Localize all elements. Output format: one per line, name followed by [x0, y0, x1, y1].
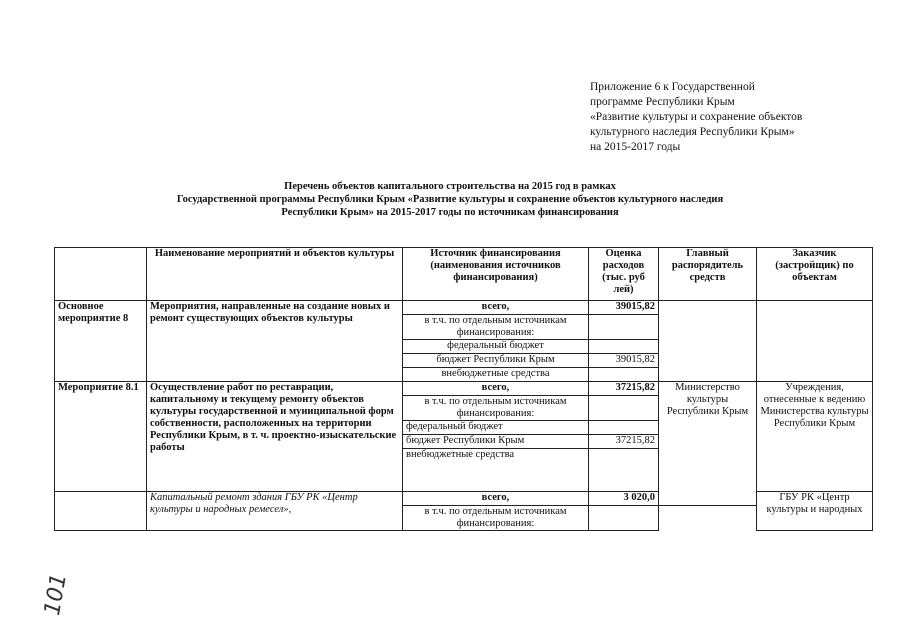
amount-cell: 39015,82	[589, 301, 659, 315]
appendix-line: на 2015-2017 годы	[590, 141, 681, 153]
appendix-line: программе Республики Крым	[590, 96, 735, 108]
amount-cell: 37215,82	[589, 382, 659, 396]
manager-cell	[659, 301, 757, 382]
capital-objects-table	[54, 247, 873, 531]
header-manager: Главный распорядитель средств	[659, 248, 757, 301]
appendix-line: «Развитие культуры и сохранение объектов	[590, 111, 803, 123]
title-line: Республики Крым» на 2015-2017 годы по источникам финансирования	[281, 207, 619, 218]
amount-cell: 3 020,0	[589, 492, 659, 506]
source-cell: внебюджетные средства	[403, 449, 589, 492]
handwritten-page-number: 101	[40, 571, 72, 618]
row-code	[55, 492, 147, 531]
amount-cell: 39015,82	[589, 354, 659, 368]
appendix-line: культурного наследия Республики Крым»	[590, 126, 795, 138]
header-code	[55, 248, 147, 301]
amount-cell	[589, 396, 659, 421]
amount-cell	[589, 506, 659, 531]
amount-cell: 37215,82	[589, 435, 659, 449]
appendix-note	[590, 80, 890, 155]
source-cell: федеральный бюджет	[403, 340, 589, 354]
table-row	[55, 382, 873, 396]
title-line: Перечень объектов капитального строительства на 2015 год в рамках	[284, 181, 616, 192]
header-source: Источник финансирования (наименования источников финансирования)	[403, 248, 589, 301]
amount-cell	[589, 449, 659, 492]
source-cell: бюджет Республики Крым	[403, 354, 589, 368]
customer-cell: Учреждения, отнесенные к ведению Министерства культуры Республики Крым	[757, 382, 873, 492]
document-title	[120, 180, 780, 219]
source-cell: бюджет Республики Крым	[403, 435, 589, 449]
row-name: Капитальный ремонт здания ГБУ РК «Центр культуры и народных ремесел»,	[147, 492, 403, 531]
source-cell: всего,	[403, 382, 589, 396]
row-code: Основное мероприятие 8	[55, 301, 147, 382]
row-name: Мероприятия, направленные на создание новых и ремонт существующих объектов культуры	[147, 301, 403, 382]
customer-cell: ГБУ РК «Центр культуры и народных	[757, 492, 873, 531]
source-cell: в т.ч. по отдельным источникам финансирования:	[403, 506, 589, 531]
source-cell: федеральный бюджет	[403, 421, 589, 435]
table-row	[55, 301, 873, 315]
title-line: Государственной программы Республики Крым «Развитие культуры и сохранение объектов культурного наследия	[176, 194, 724, 205]
header-name: Наименование мероприятий и объектов культуры	[147, 248, 403, 301]
amount-cell	[589, 421, 659, 435]
source-cell: всего,	[403, 301, 589, 315]
source-cell: в т.ч. по отдельным источникам финансирования:	[403, 396, 589, 421]
source-cell: всего,	[403, 492, 589, 506]
appendix-line: Приложение 6 к Государственной	[590, 81, 755, 93]
row-code: Мероприятие 8.1	[55, 382, 147, 492]
table-header-row	[55, 248, 873, 301]
manager-cell: Министерство культуры Республики Крым	[659, 382, 757, 506]
amount-cell	[589, 340, 659, 354]
header-estimate: Оценка расходов (тыс. руб лей)	[589, 248, 659, 301]
row-name: Осуществление работ по реставрации, капитальному и текущему ремонту объектов культуры государственной и муниципальной форм собственности, расположенных на территории Республики Крым, в т. ч. проектно-изыскательские работы	[147, 382, 403, 492]
source-cell: в т.ч. по отдельным источникам финансирования:	[403, 315, 589, 340]
amount-cell	[589, 315, 659, 340]
source-cell: внебюджетные средства	[403, 368, 589, 382]
customer-cell	[757, 301, 873, 382]
header-customer: Заказчик (застройщик) по объектам	[757, 248, 873, 301]
amount-cell	[589, 368, 659, 382]
